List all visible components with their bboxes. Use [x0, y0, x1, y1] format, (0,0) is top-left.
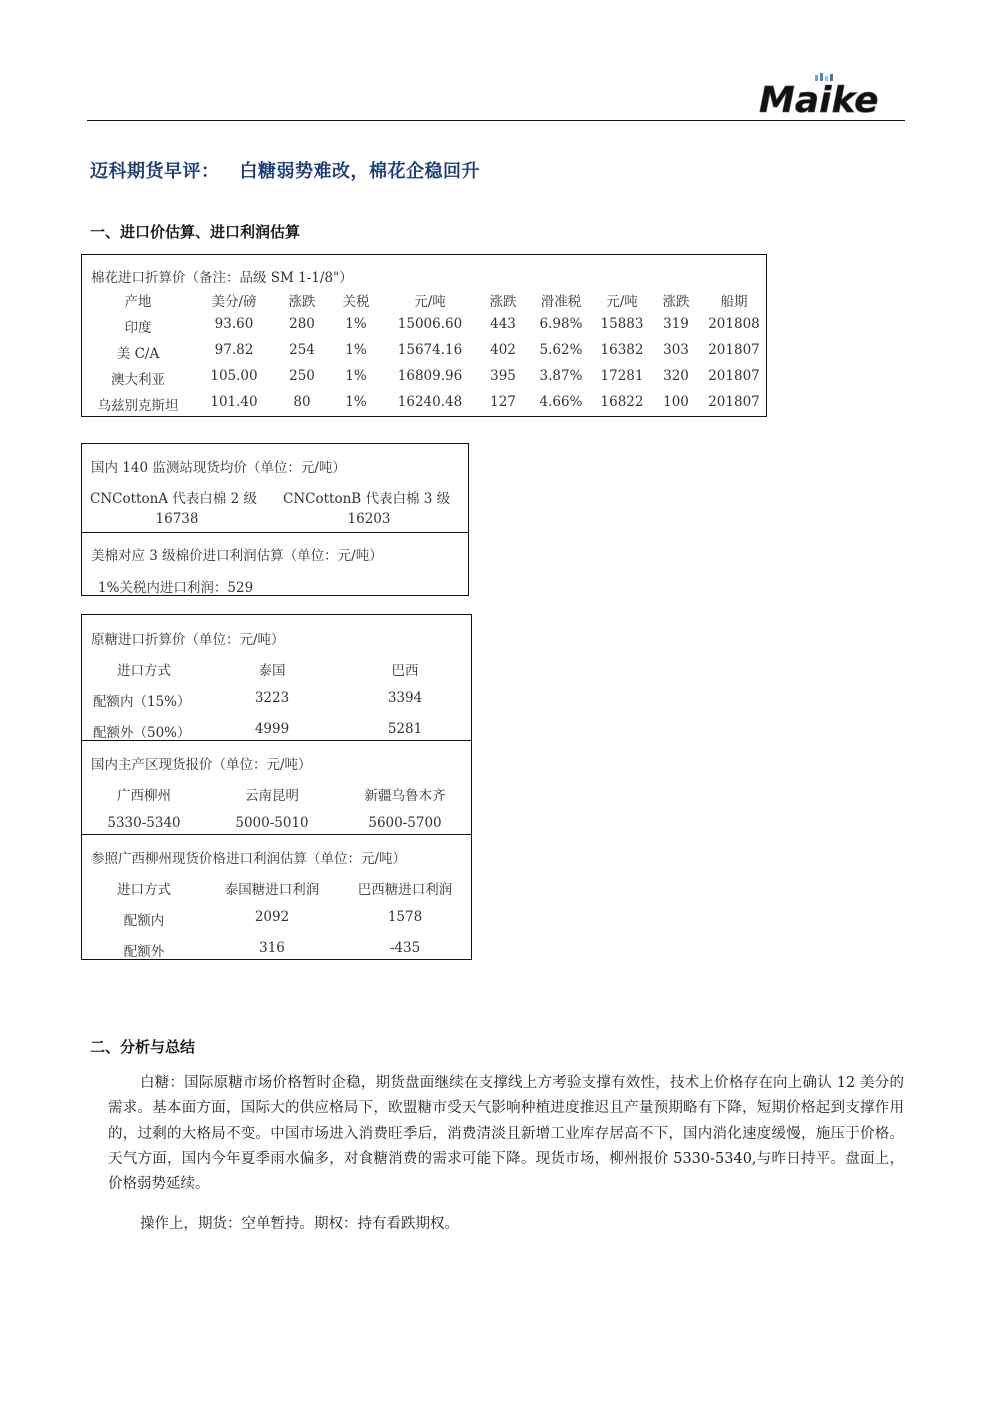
table-cell: 16382 — [600, 342, 644, 358]
table-cell: 乌兹别克斯坦 — [97, 398, 179, 414]
col-header: 美分/磅 — [211, 294, 257, 310]
table-cell: 5.62% — [539, 342, 583, 358]
table-row — [82, 342, 766, 366]
table-cell: 101.40 — [210, 394, 258, 410]
col-header: 涨跌 — [489, 294, 517, 310]
table-cell: 402 — [490, 342, 516, 358]
table-cell: 1% — [345, 394, 367, 410]
table-cell: 澳大利亚 — [111, 372, 165, 388]
col-header: 元/吨 — [414, 294, 446, 310]
table-cell: 5281 — [387, 721, 423, 737]
table-cell: 印度 — [124, 320, 152, 336]
table-cell: 美 C/A — [116, 346, 160, 362]
col-header: 巴西糖进口利润 — [357, 882, 453, 898]
table-cell: 17281 — [600, 368, 644, 384]
title-sub: 白糖弱势难改，棉花企稳回升 — [239, 161, 480, 182]
col-header: 涨跌 — [288, 294, 316, 310]
cncotton-b-label: CNCottonB 代表白棉 3 级 — [283, 491, 451, 507]
table-cell: 3.87% — [539, 368, 583, 384]
logo-text: Maike — [759, 80, 879, 118]
table-cell: 1% — [345, 316, 367, 332]
operation-paragraph: 操作上，期货：空单暂持。期权：持有看跌期权。 — [140, 1216, 459, 1232]
table-cell: -435 — [389, 940, 421, 956]
table-cell: 280 — [289, 316, 315, 332]
col-header: 进口方式 — [117, 663, 171, 679]
cotton-import-table — [81, 254, 767, 417]
table-row — [82, 394, 766, 418]
table-cell: 201808 — [708, 316, 760, 332]
table-cell: 16240.48 — [397, 394, 463, 410]
table-divider — [82, 532, 468, 533]
cncotton-b-value: 16203 — [347, 511, 391, 527]
table-row — [82, 368, 766, 392]
table-cell: 15674.16 — [397, 342, 463, 358]
table-cell: 4999 — [254, 721, 290, 737]
table-cell: 250 — [289, 368, 315, 384]
table-cell: 5330-5340 — [107, 815, 181, 831]
table-cell: 3394 — [387, 690, 423, 706]
col-header: 泰国糖进口利润 — [224, 882, 320, 898]
table-cell: 配额外（50%） — [93, 725, 191, 741]
analysis-paragraph: 白糖：国际原糖市场价格暂时企稳，期货盘面继续在支撑线上方考验支撑有效性，技术上价格存在向上确认 12 美分的需求。基本面方面，国际大的供应格局下，欧盟糖市受天气影响种植进度推迟且产量预期略有下降，短期价格起到支撑作用的，过剩的大格局不变。中国市场进入消费旺季后，消费清淡且新增工业库存居高不下，国内消化速度缓慢，施压于价格。天气方面，国内今年夏季雨水偏多，对食糖消费的需求可能下降。现货市场，柳州报价 5330-5340,与昨日持平。盘面上，价格弱势延续。 — [108, 1075, 904, 1193]
cncotton-a-value: 16738 — [155, 511, 199, 527]
table-cell: 1% — [345, 342, 367, 358]
section-heading-import: 一、进口价估算、进口利润估算 — [90, 223, 301, 241]
table-cell: 303 — [663, 342, 689, 358]
col-header: 关税 — [342, 294, 370, 310]
table-cell: 4.66% — [539, 394, 583, 410]
table-cell: 320 — [663, 368, 689, 384]
table-cell: 5000-5010 — [235, 815, 309, 831]
sugar-spot-caption: 国内主产区现货报价（单位：元/吨） — [91, 757, 312, 773]
table-cell: 15883 — [600, 316, 644, 332]
table-cell: 15006.60 — [397, 316, 463, 332]
table-cell: 201807 — [708, 342, 760, 358]
col-header: 元/吨 — [606, 294, 638, 310]
table-cell: 配额外 — [123, 944, 165, 960]
table-cell: 443 — [490, 316, 516, 332]
sugar-tables — [81, 614, 472, 960]
table-cell: 100 — [663, 394, 689, 410]
table-cell: 316 — [259, 940, 285, 956]
table-cell: 80 — [293, 394, 311, 410]
col-header: 产地 — [124, 294, 152, 310]
page-title — [90, 157, 480, 183]
col-header: 新疆乌鲁木齐 — [364, 788, 446, 804]
sugar-import-caption: 原糖进口折算价（单位：元/吨） — [91, 632, 285, 648]
col-header: 涨跌 — [662, 294, 690, 310]
col-header: 滑准税 — [540, 294, 582, 310]
table-divider — [82, 834, 471, 835]
sugar-profit-caption: 参照广西柳州现货价格进口利润估算（单位：元/吨） — [91, 851, 407, 867]
cotton-domestic-caption: 国内 140 监测站现货均价（单位：元/吨） — [91, 460, 346, 476]
table-cell: 201807 — [708, 368, 760, 384]
table-cell: 1578 — [387, 909, 423, 925]
header-rule — [87, 120, 905, 121]
table-cell: 3223 — [254, 690, 290, 706]
table-row — [82, 316, 766, 340]
table-cell: 93.60 — [214, 316, 254, 332]
cotton-domestic-table — [81, 443, 469, 596]
col-header: 船期 — [720, 294, 748, 310]
table-cell: 5600-5700 — [368, 815, 442, 831]
table-cell: 6.98% — [539, 316, 583, 332]
table-cell: 1% — [345, 368, 367, 384]
section-heading-analysis: 二、分析与总结 — [90, 1038, 196, 1056]
table-cell: 16822 — [600, 394, 644, 410]
table-divider — [82, 740, 471, 741]
table-cell: 16809.96 — [397, 368, 463, 384]
table-cell: 127 — [490, 394, 516, 410]
cotton-profit-line: 1%关税内进口利润：529 — [98, 580, 254, 596]
table-cell: 配额内 — [123, 913, 165, 929]
table-cell: 395 — [490, 368, 516, 384]
col-header: 广西柳州 — [117, 788, 171, 804]
table-cell: 97.82 — [214, 342, 254, 358]
cotton-import-caption: 棉花进口折算价（备注：品级 SM 1-1/8"） — [91, 270, 353, 286]
col-header: 进口方式 — [117, 882, 171, 898]
maike-logo — [757, 72, 892, 118]
cncotton-a-label: CNCottonA 代表白棉 2 级 — [90, 491, 257, 507]
title-main: 迈科期货早评： — [90, 161, 220, 182]
table-cell: 2092 — [254, 909, 290, 925]
cotton-profit-caption: 美棉对应 3 级棉价进口利润估算（单位：元/吨） — [91, 548, 383, 564]
col-header: 巴西 — [391, 663, 419, 679]
col-header: 云南昆明 — [245, 788, 299, 804]
table-cell: 105.00 — [210, 368, 258, 384]
table-cell: 254 — [289, 342, 315, 358]
cotton-import-header-row — [82, 290, 766, 314]
table-cell: 201807 — [708, 394, 760, 410]
table-cell: 配额内（15%） — [93, 694, 191, 710]
col-header: 泰国 — [258, 663, 286, 679]
table-cell: 319 — [663, 316, 689, 332]
